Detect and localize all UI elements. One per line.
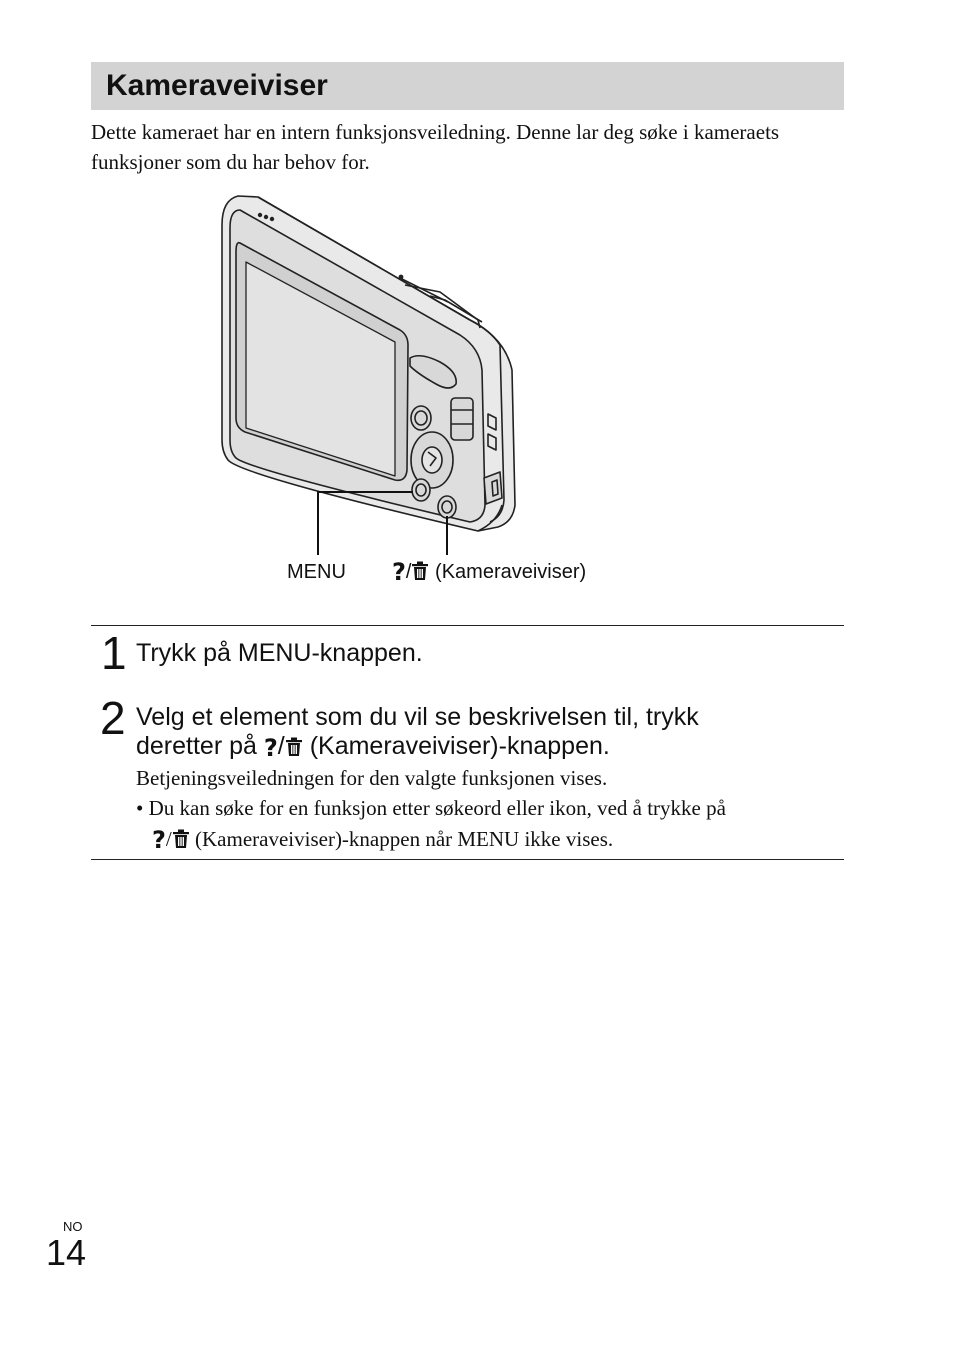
section-title: Kameraveiviser — [106, 69, 328, 102]
question-icon: ? — [263, 734, 278, 762]
question-icon: ? — [392, 558, 406, 586]
question-icon: ? — [152, 826, 166, 854]
guide-separator: / — [405, 561, 412, 583]
language-code: NO — [63, 1219, 83, 1234]
trash-icon — [285, 737, 303, 757]
step-2-note: Betjeningsveiledningen for den valgte funksjonen vises. — [136, 766, 608, 790]
section-title-bar — [91, 62, 844, 110]
step-1-text: Trykk på MENU-knappen. — [136, 639, 423, 667]
intro-paragraph: Dette kameraet har en intern funksjonsveiledning. Denne lar deg søke i kameraets funksjoner som du har behov for. — [91, 120, 780, 174]
step-2-bullet-line-2-text: (Kameraveiviser)-knappen når MENU ikke vises. — [195, 827, 614, 851]
step-2-bullet-line-1: • Du kan søke for en funksjon etter søkeord eller ikon, ved å trykke på — [136, 796, 726, 820]
guide-separator: / — [277, 732, 285, 760]
trash-icon — [172, 829, 190, 849]
step-2-line-2-pre: deretter på — [136, 732, 257, 760]
guide-label-text: (Kameraveiviser) — [435, 561, 587, 583]
page-number: 14 — [46, 1232, 87, 1273]
step-2-line-1: Velg et element som du vil se beskrivelsen til, trykk — [136, 703, 699, 731]
step-2-bullet-line-2 — [152, 824, 860, 856]
guide-button-label — [392, 559, 586, 585]
step-1-number: 1 — [101, 627, 127, 679]
steps-bottom-rule — [91, 859, 844, 860]
step-2-line-2-post: (Kameraveiviser)-knappen. — [309, 732, 610, 760]
step-2-line-2 — [136, 732, 836, 763]
guide-separator: / — [165, 827, 172, 851]
step-2-number: 2 — [100, 692, 126, 744]
steps-top-rule — [91, 625, 844, 626]
menu-button-label: MENU — [287, 561, 346, 583]
trash-icon — [411, 561, 429, 581]
